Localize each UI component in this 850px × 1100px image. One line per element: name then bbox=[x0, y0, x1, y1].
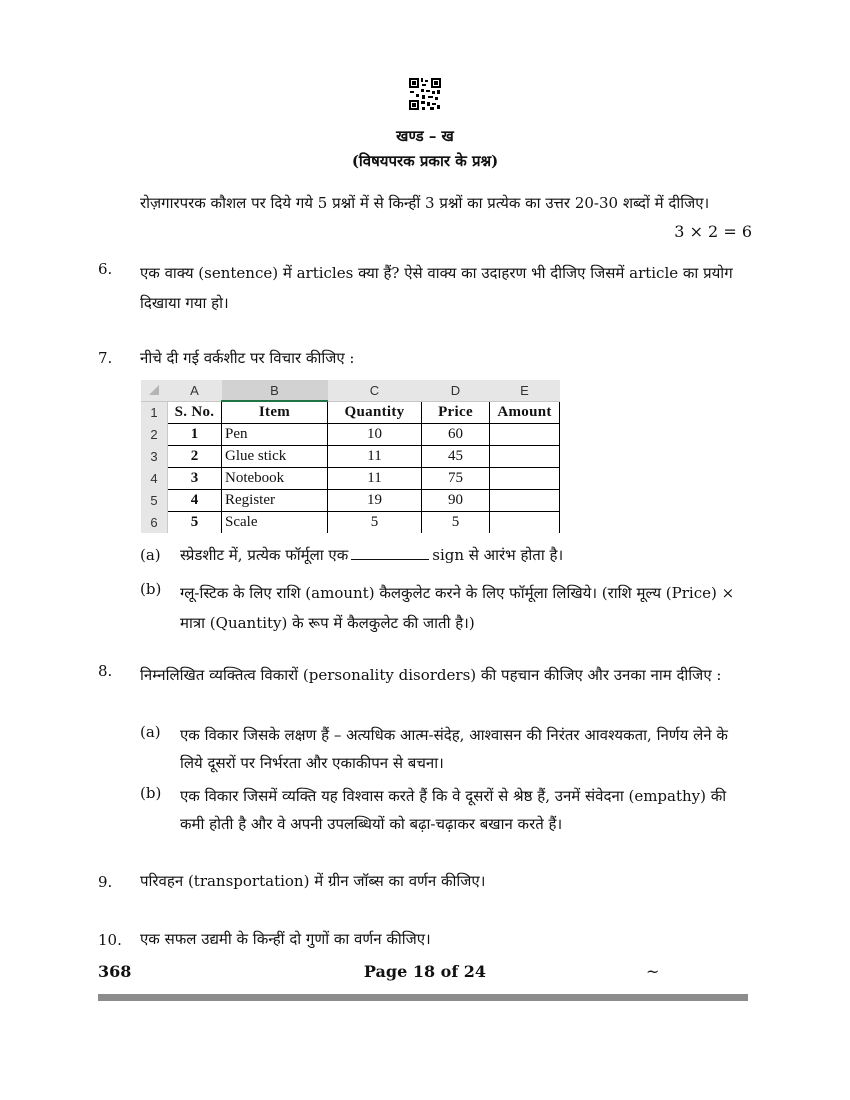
footer-mark: ~ bbox=[646, 962, 660, 981]
table-cell[interactable]: 90 bbox=[422, 490, 490, 512]
question-7a-text-before: स्प्रेडशीट में, प्रत्येक फॉर्मूला एक bbox=[180, 546, 349, 564]
question-7-text: नीचे दी गई वर्कशीट पर विचार कीजिए : bbox=[140, 349, 355, 367]
question-8-number: 8. bbox=[98, 662, 113, 680]
table-cell[interactable]: 10 bbox=[328, 424, 422, 446]
column-header-d[interactable]: D bbox=[422, 380, 490, 401]
corner-triangle-icon bbox=[149, 385, 159, 395]
column-header-a[interactable]: A bbox=[168, 380, 222, 401]
question-8b-label: (b) bbox=[140, 784, 162, 802]
header-cell[interactable]: Amount bbox=[490, 401, 560, 424]
footer-divider bbox=[98, 994, 748, 1001]
column-header-e[interactable]: E bbox=[490, 380, 560, 401]
column-header-c[interactable]: C bbox=[328, 380, 422, 401]
table-cell[interactable] bbox=[490, 490, 560, 512]
marks-allocation: 3 × 2 = 6 bbox=[674, 222, 752, 241]
table-row bbox=[141, 424, 560, 446]
table-cell[interactable] bbox=[490, 512, 560, 534]
spreadsheet bbox=[141, 380, 569, 532]
table-cell[interactable]: Pen bbox=[222, 424, 328, 446]
question-8-text: निम्नलिखित व्यक्तित्व विकारों (personality disorders) की पहचान कीजिए और उनका नाम दीजिए : bbox=[140, 666, 722, 684]
table-cell[interactable]: 4 bbox=[168, 490, 222, 512]
table-cell[interactable]: Scale bbox=[222, 512, 328, 534]
table-cell[interactable]: 3 bbox=[168, 468, 222, 490]
table-cell[interactable]: 11 bbox=[328, 446, 422, 468]
column-header-b[interactable]: B bbox=[222, 380, 328, 401]
header-cell[interactable]: Quantity bbox=[328, 401, 422, 424]
table-cell[interactable]: 75 bbox=[422, 468, 490, 490]
table-cell[interactable]: 5 bbox=[168, 512, 222, 534]
table-cell[interactable]: 5 bbox=[422, 512, 490, 534]
question-7a-text bbox=[180, 545, 752, 565]
section-title: खण्ड – ख bbox=[396, 127, 454, 145]
question-7a-label: (a) bbox=[140, 546, 161, 564]
row-header[interactable]: 3 bbox=[141, 446, 168, 468]
page-number: Page 18 of 24 bbox=[363, 962, 487, 981]
table-cell[interactable]: 45 bbox=[422, 446, 490, 468]
question-7b-text: ग्लू-स्टिक के लिए राशि (amount) कैलकुलेट करने के लिए फॉर्मूला लिखिये। (राशि मूल्य (Price) × मात्रा (Quantity) के रूप में कैलकुलेट की जाती है।) bbox=[180, 584, 735, 632]
table-row bbox=[141, 490, 560, 512]
table-cell[interactable]: Notebook bbox=[222, 468, 328, 490]
table-cell[interactable]: 60 bbox=[422, 424, 490, 446]
question-6-number: 6. bbox=[98, 260, 113, 278]
question-7b-label: (b) bbox=[140, 580, 162, 598]
table-row bbox=[141, 446, 560, 468]
header-cell[interactable]: Item bbox=[222, 401, 328, 424]
table-cell[interactable]: 11 bbox=[328, 468, 422, 490]
row-header[interactable]: 5 bbox=[141, 490, 168, 512]
table-cell[interactable] bbox=[490, 446, 560, 468]
question-8a-text: एक विकार जिसके लक्षण हैं – अत्यधिक आत्म-संदेह, आश्वासन की निरंतर आवश्यकता, निर्णय लेने के लिये दूसरों पर निर्भरता और एकाकीपन से बचना। bbox=[180, 726, 728, 772]
row-header[interactable]: 1 bbox=[141, 401, 168, 424]
table-cell[interactable] bbox=[490, 468, 560, 490]
paper-code: 368 bbox=[98, 962, 132, 981]
table-row bbox=[141, 468, 560, 490]
row-header[interactable]: 2 bbox=[141, 424, 168, 446]
question-8b-text: एक विकार जिसमें व्यक्ति यह विश्वास करते हैं कि वे दूसरों से श्रेष्ठ हैं, उनमें संवेदना (empathy) की कमी होती है और वे अपनी उपलब्धियों को बढ़ा-चढ़ाकर बखान करते हैं। bbox=[180, 787, 727, 833]
question-7-number: 7. bbox=[98, 349, 113, 367]
select-all-corner[interactable] bbox=[141, 380, 168, 401]
table-cell[interactable] bbox=[490, 424, 560, 446]
table-cell[interactable]: Register bbox=[222, 490, 328, 512]
table-cell[interactable]: 19 bbox=[328, 490, 422, 512]
instructions-text: रोज़गारपरक कौशल पर दिये गये 5 प्रश्नों में से किन्हीं 3 प्रश्नों का प्रत्येक का उत्तर 20-30 शब्दों में दीजिए। bbox=[140, 194, 710, 212]
question-10-text: एक सफल उद्यमी के किन्हीं दो गुणों का वर्णन कीजिए। bbox=[140, 930, 431, 948]
question-9-text: परिवहन (transportation) में ग्रीन जॉब्स का वर्णन कीजिए। bbox=[140, 872, 486, 890]
row-header[interactable]: 6 bbox=[141, 512, 168, 534]
question-9-number: 9. bbox=[98, 873, 113, 891]
table-row bbox=[141, 512, 560, 534]
header-cell[interactable]: S. No. bbox=[168, 401, 222, 424]
header-cell[interactable]: Price bbox=[422, 401, 490, 424]
table-row bbox=[141, 401, 560, 424]
table-cell[interactable]: 5 bbox=[328, 512, 422, 534]
qr-code-icon bbox=[408, 77, 442, 111]
fill-in-blank bbox=[351, 558, 429, 560]
table-cell[interactable]: Glue stick bbox=[222, 446, 328, 468]
section-subtitle: (विषयपरक प्रकार के प्रश्न) bbox=[351, 152, 499, 170]
table-cell[interactable]: 2 bbox=[168, 446, 222, 468]
question-8a-label: (a) bbox=[140, 723, 161, 741]
question-10-number: 10. bbox=[98, 931, 122, 949]
row-header[interactable]: 4 bbox=[141, 468, 168, 490]
table-cell[interactable]: 1 bbox=[168, 424, 222, 446]
column-header-row bbox=[141, 380, 560, 401]
question-7a-text-after: sign से आरंभ होता है। bbox=[432, 546, 564, 564]
question-6-text: एक वाक्य (sentence) में articles क्या हैं? ऐसे वाक्य का उदाहरण भी दीजिए जिसमें article का प्रयोग दिखाया गया हो। bbox=[140, 264, 733, 312]
